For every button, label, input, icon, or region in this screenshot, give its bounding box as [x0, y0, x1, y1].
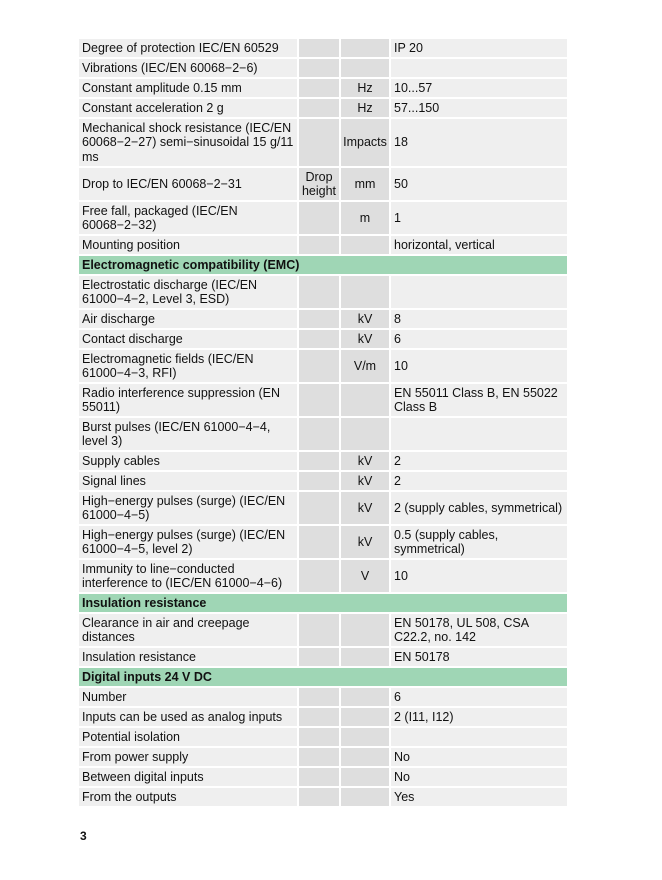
spec-value: 2 (I11, I12): [391, 708, 567, 728]
spec-extra: [299, 560, 341, 594]
spec-row: [79, 452, 567, 472]
spec-unit: [341, 648, 391, 668]
spec-extra: [299, 59, 341, 79]
spec-label: From power supply: [79, 748, 299, 768]
spec-extra: [299, 728, 341, 748]
spec-row: [79, 39, 567, 59]
spec-value: horizontal, vertical: [391, 236, 567, 256]
spec-label: Electrostatic discharge (IEC/EN 61000−4−2, Level 3, ESD): [79, 276, 299, 310]
spec-label: Immunity to line−conducted interference to (IEC/EN 61000−4−6): [79, 560, 299, 594]
spec-label: Constant amplitude 0.15 mm: [79, 79, 299, 99]
spec-extra: [299, 310, 341, 330]
spec-value: No: [391, 768, 567, 788]
spec-label: Mounting position: [79, 236, 299, 256]
spec-label: From the outputs: [79, 788, 299, 808]
spec-row: [79, 768, 567, 788]
spec-label: Mechanical shock resistance (IEC/EN 60068−2−27) semi−sinusoidal 15 g/11 ms: [79, 119, 299, 168]
spec-row: [79, 560, 567, 594]
spec-row: [79, 472, 567, 492]
spec-label: Burst pulses (IEC/EN 61000−4−4, level 3): [79, 418, 299, 452]
spec-value: [391, 728, 567, 748]
spec-value: 2 (supply cables, symmetrical): [391, 492, 567, 526]
spec-extra: Drop height: [299, 168, 341, 202]
spec-label: Between digital inputs: [79, 768, 299, 788]
spec-extra: [299, 39, 341, 59]
spec-label: Insulation resistance: [79, 648, 299, 668]
spec-extra: [299, 526, 341, 560]
spec-unit: [341, 384, 391, 418]
spec-row: [79, 384, 567, 418]
spec-value: [391, 418, 567, 452]
section-title: Insulation resistance: [79, 594, 567, 614]
spec-value: 6: [391, 688, 567, 708]
spec-extra: [299, 276, 341, 310]
spec-extra: [299, 768, 341, 788]
spec-value: [391, 59, 567, 79]
spec-unit: m: [341, 202, 391, 236]
spec-label: Electromagnetic fields (IEC/EN 61000−4−3, RFI): [79, 350, 299, 384]
spec-value: EN 50178, UL 508, CSA C22.2, no. 142: [391, 614, 567, 648]
spec-row: [79, 526, 567, 560]
spec-label: High−energy pulses (surge) (IEC/EN 61000−4−5, level 2): [79, 526, 299, 560]
section-title: Electromagnetic compatibility (EMC): [79, 256, 567, 276]
spec-unit: [341, 59, 391, 79]
spec-unit: Hz: [341, 79, 391, 99]
spec-row: [79, 614, 567, 648]
spec-label: Clearance in air and creepage distances: [79, 614, 299, 648]
spec-extra: [299, 202, 341, 236]
spec-unit: kV: [341, 310, 391, 330]
spec-extra: [299, 236, 341, 256]
spec-value: 18: [391, 119, 567, 168]
page-number: 3: [80, 829, 87, 843]
spec-label: Supply cables: [79, 452, 299, 472]
spec-extra: [299, 79, 341, 99]
spec-unit: Impacts: [341, 119, 391, 168]
spec-value: IP 20: [391, 39, 567, 59]
spec-label: Free fall, packaged (IEC/EN 60068−2−32): [79, 202, 299, 236]
spec-value: [391, 276, 567, 310]
section-header: [79, 594, 567, 614]
spec-unit: [341, 708, 391, 728]
spec-row: [79, 748, 567, 768]
spec-label: Potential isolation: [79, 728, 299, 748]
spec-unit: [341, 728, 391, 748]
spec-row: [79, 99, 567, 119]
spec-label: Contact discharge: [79, 330, 299, 350]
spec-extra: [299, 99, 341, 119]
spec-value: 50: [391, 168, 567, 202]
spec-value: EN 50178: [391, 648, 567, 668]
spec-row: [79, 350, 567, 384]
section-title: Digital inputs 24 V DC: [79, 668, 567, 688]
spec-row: [79, 119, 567, 168]
spec-label: Signal lines: [79, 472, 299, 492]
spec-value: 8: [391, 310, 567, 330]
spec-label: Constant acceleration 2 g: [79, 99, 299, 119]
spec-row: [79, 236, 567, 256]
spec-value: 10: [391, 560, 567, 594]
spec-row: [79, 330, 567, 350]
spec-unit: [341, 418, 391, 452]
spec-label: Number: [79, 688, 299, 708]
spec-extra: [299, 330, 341, 350]
spec-row: [79, 708, 567, 728]
spec-row: [79, 79, 567, 99]
spec-extra: [299, 472, 341, 492]
spec-unit: [341, 788, 391, 808]
spec-unit: [341, 688, 391, 708]
spec-extra: [299, 452, 341, 472]
spec-value: EN 55011 Class B, EN 55022 Class B: [391, 384, 567, 418]
spec-row: [79, 202, 567, 236]
spec-label: Drop to IEC/EN 60068−2−31: [79, 168, 299, 202]
spec-extra: [299, 688, 341, 708]
section-header: [79, 256, 567, 276]
spec-extra: [299, 350, 341, 384]
spec-label: Radio interference suppression (EN 55011): [79, 384, 299, 418]
spec-value: 2: [391, 472, 567, 492]
spec-unit: [341, 236, 391, 256]
spec-unit: mm: [341, 168, 391, 202]
spec-unit: kV: [341, 472, 391, 492]
spec-extra: [299, 648, 341, 668]
section-header: [79, 668, 567, 688]
spec-row: [79, 59, 567, 79]
spec-row: [79, 788, 567, 808]
spec-value: 1: [391, 202, 567, 236]
spec-unit: [341, 768, 391, 788]
spec-row: [79, 418, 567, 452]
spec-label: Vibrations (IEC/EN 60068−2−6): [79, 59, 299, 79]
spec-value: Yes: [391, 788, 567, 808]
spec-unit: V/m: [341, 350, 391, 384]
spec-extra: [299, 708, 341, 728]
spec-row: [79, 310, 567, 330]
spec-value: 2: [391, 452, 567, 472]
spec-row: [79, 276, 567, 310]
spec-row: [79, 168, 567, 202]
spec-extra: [299, 119, 341, 168]
spec-row: [79, 648, 567, 668]
spec-extra: [299, 418, 341, 452]
spec-label: Degree of protection IEC/EN 60529: [79, 39, 299, 59]
spec-table-body: [79, 39, 567, 808]
spec-unit: [341, 614, 391, 648]
spec-value: 10...57: [391, 79, 567, 99]
spec-extra: [299, 614, 341, 648]
spec-value: No: [391, 748, 567, 768]
spec-table: [79, 39, 567, 808]
spec-label: High−energy pulses (surge) (IEC/EN 61000−4−5): [79, 492, 299, 526]
spec-unit: [341, 39, 391, 59]
spec-extra: [299, 492, 341, 526]
spec-unit: kV: [341, 452, 391, 472]
spec-unit: kV: [341, 526, 391, 560]
spec-extra: [299, 384, 341, 418]
spec-unit: V: [341, 560, 391, 594]
spec-extra: [299, 788, 341, 808]
spec-value: 6: [391, 330, 567, 350]
spec-label: Inputs can be used as analog inputs: [79, 708, 299, 728]
spec-row: [79, 728, 567, 748]
spec-unit: kV: [341, 330, 391, 350]
spec-unit: Hz: [341, 99, 391, 119]
spec-row: [79, 688, 567, 708]
spec-unit: [341, 276, 391, 310]
spec-value: 10: [391, 350, 567, 384]
spec-row: [79, 492, 567, 526]
spec-unit: kV: [341, 492, 391, 526]
spec-value: 57...150: [391, 99, 567, 119]
spec-unit: [341, 748, 391, 768]
spec-label: Air discharge: [79, 310, 299, 330]
spec-extra: [299, 748, 341, 768]
spec-value: 0.5 (supply cables, symmetrical): [391, 526, 567, 560]
